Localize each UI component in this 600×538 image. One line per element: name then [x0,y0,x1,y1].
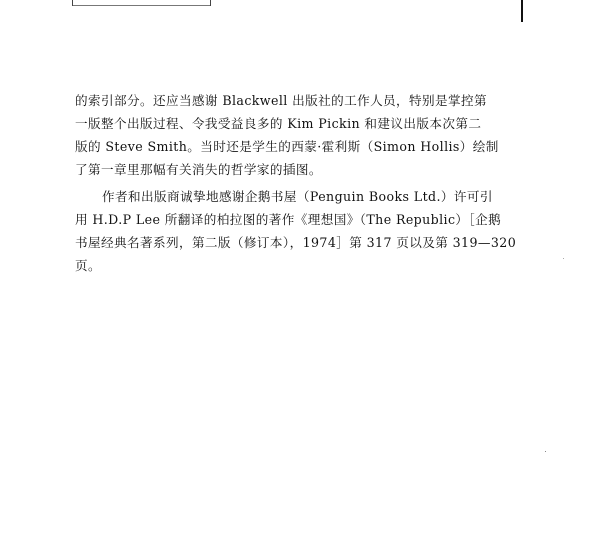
paragraph-1 [75,89,525,181]
acknowledgements-text [75,89,525,277]
text-line: 了第一章里那幅有关消失的哲学家的插图。 [75,162,322,177]
top-rule [72,0,210,6]
text-line: 一版整个出版过程、令我受益良多的 Kim Pickin 和建议出版本次第二 [75,116,482,131]
top-rule-right-tick [210,0,211,6]
text-line: 页。 [75,258,101,273]
scan-speck [545,451,546,452]
top-rule-left-tick [72,0,73,6]
text-line: 作者和出版商诚挚地感谢企鹅书屋（Penguin Books Ltd.）许可引 [102,189,493,204]
paragraph-2 [75,185,525,277]
text-line: 的索引部分。还应当感谢 Blackwell 出版社的工作人员，特别是掌控第 [75,93,488,108]
text-line: 书屋经典名著系列，第二版（修订本），1974］第 317 页以及第 319—320 [75,235,517,250]
right-margin-bar [521,0,523,22]
text-line: 版的 Steve Smith。当时还是学生的西蒙·霍利斯（Simon Hollis）绘制 [75,139,499,154]
text-line: 用 H.D.P Lee 所翻译的柏拉图的著作《理想国》（The Republic）［企鹅 [75,212,502,227]
scan-speck [563,258,564,259]
